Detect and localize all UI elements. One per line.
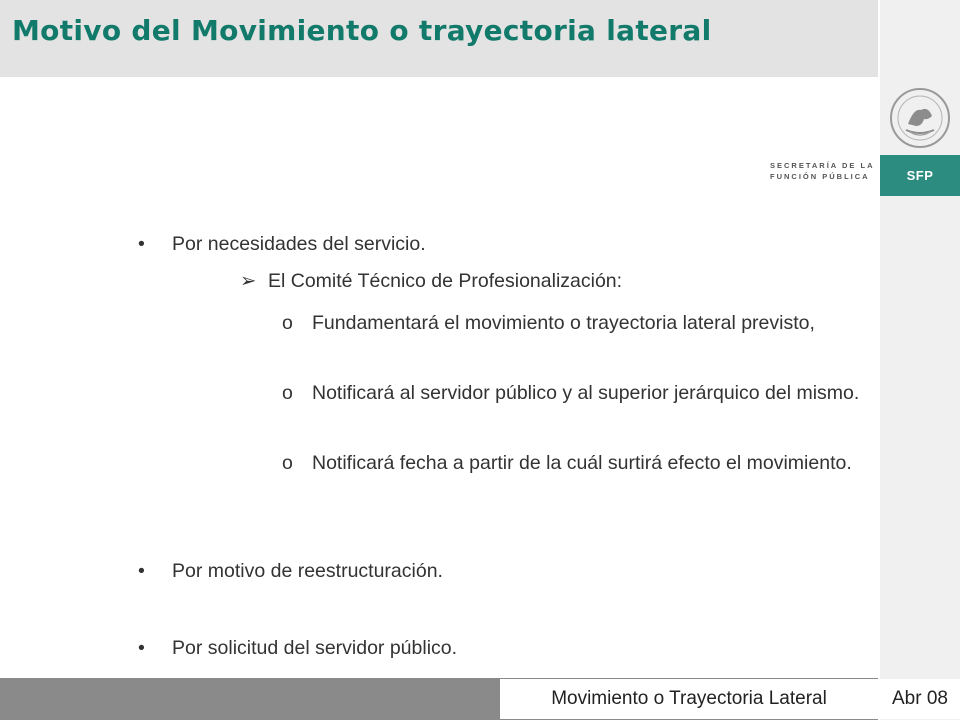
department-line-2: FUNCIÓN PÚBLICA [770,172,870,181]
sub-bullet: o [282,312,293,334]
action-text: Notificará al servidor público y al superior jerárquico del mismo. [312,382,860,404]
bullet: • [138,560,145,582]
department-line-1: SECRETARÍA DE LA [770,161,875,170]
bullet: • [138,637,145,659]
action-text: Fundamentará el movimiento o trayectoria lateral previsto, [312,312,815,334]
action-text: Notificará fecha a partir de la cuál surtirá efecto el movimiento. [312,452,852,474]
bullet: • [138,233,145,255]
committee-text: El Comité Técnico de Profesionalización: [268,270,623,292]
sub-bullet: o [282,382,293,404]
arrow-bullet-icon: ➢ [240,270,257,292]
footer-label: Movimiento o Trayectoria Lateral [500,679,878,719]
sfp-logo: SFP [880,155,960,196]
item-text: Por motivo de reestructuración. [172,560,443,582]
slide-title: Motivo del Movimiento o trayectoria lateral [12,14,712,47]
item-text: Por necesidades del servicio. [172,233,426,255]
title-bar [0,0,878,77]
sub-bullet: o [282,452,293,474]
mexico-coat-of-arms-seal-icon [880,82,960,154]
department-name [770,160,875,182]
footer-date: Abr 08 [880,679,960,719]
item-text: Por solicitud del servidor público. [172,637,458,659]
